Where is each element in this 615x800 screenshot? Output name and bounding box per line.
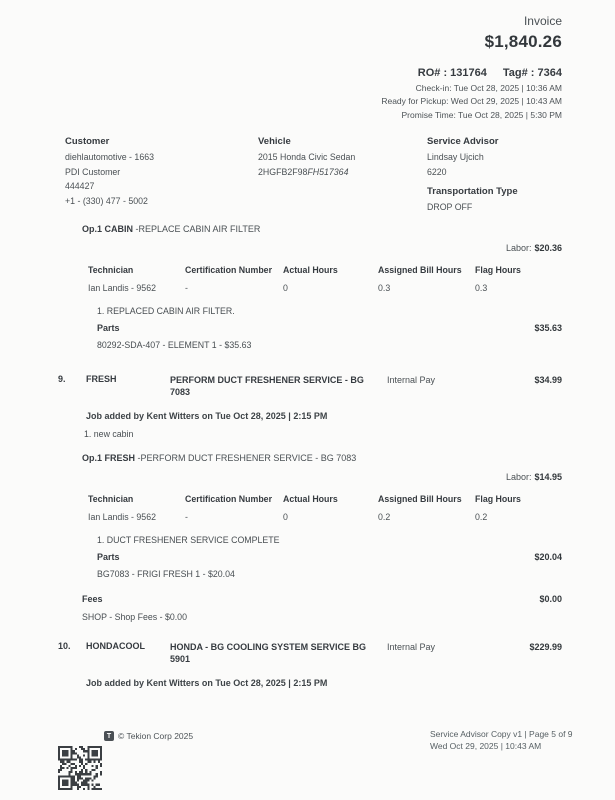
job-code: FRESH xyxy=(86,374,117,384)
op-fresh-labor xyxy=(82,472,562,482)
col-certification-number: Certification Number xyxy=(185,265,273,275)
vin-suffix: FH517364 xyxy=(307,166,349,177)
col-flag-hours: Flag Hours xyxy=(475,265,521,275)
fees-line: SHOP - Shop Fees - $0.00 xyxy=(82,612,187,622)
fees-amount: $0.00 xyxy=(539,594,562,604)
job-pay-type: Internal Pay xyxy=(387,642,436,652)
col-assigned-bill-hours: Assigned Bill Hours xyxy=(378,265,462,275)
actual-hours-cell: 0 xyxy=(283,283,288,293)
checkin-time: Check-in: Tue Oct 28, 2025 | 10:36 AM xyxy=(415,82,562,93)
ro-tag-line xyxy=(381,67,562,79)
job-row-10 xyxy=(58,641,562,688)
ro-number: RO# : 131764 xyxy=(417,67,487,79)
certification-cell: - xyxy=(185,283,188,293)
parts-label: Parts xyxy=(97,552,120,562)
assigned-bill-hours-cell: 0.2 xyxy=(378,512,391,522)
op-fresh-title xyxy=(82,453,562,463)
op-fresh-labor-table xyxy=(88,494,562,522)
footer-page-info xyxy=(430,728,573,752)
qr-code xyxy=(58,746,102,790)
col-certification-number: Certification Number xyxy=(185,494,273,504)
parts-amount: $35.63 xyxy=(534,323,562,333)
fees-header xyxy=(82,594,562,604)
vehicle-vin xyxy=(258,167,427,177)
labor-amount: $20.36 xyxy=(534,243,562,253)
print-timestamp: Wed Oct 29, 2025 | 10:43 AM xyxy=(430,741,542,751)
op-fresh-part-line: BG7083 - FRIGI FRESH 1 - $20.04 xyxy=(97,569,235,579)
op-fresh-story: 1. DUCT FRESHENER SERVICE COMPLETE xyxy=(97,535,280,545)
technician-cell: Ian Landis - 9562 xyxy=(88,512,156,522)
flag-hours-cell: 0.2 xyxy=(475,512,488,522)
vehicle-title: Vehicle xyxy=(258,136,291,147)
job-10-header xyxy=(58,641,562,665)
col-actual-hours: Actual Hours xyxy=(283,494,338,504)
op-cabin-part-line: 80292-SDA-407 - ELEMENT 1 - $35.63 xyxy=(97,340,252,350)
op-cabin-title-code: Op.1 CABIN xyxy=(82,224,134,234)
job-number: 9. xyxy=(58,374,66,384)
advisor-title: Service Advisor xyxy=(427,136,499,147)
op-cabin-story: 1. REPLACED CABIN AIR FILTER. xyxy=(97,306,235,316)
op-cabin-section xyxy=(82,224,562,350)
job-amount: $34.99 xyxy=(534,375,562,385)
job-description: PERFORM DUCT FRESHENER SERVICE - BG 7083 xyxy=(170,375,364,397)
assigned-bill-hours-cell: 0.3 xyxy=(378,283,391,293)
col-actual-hours: Actual Hours xyxy=(283,265,338,275)
invoice-total-amount: $1,840.26 xyxy=(484,32,562,51)
op-cabin-labor xyxy=(82,243,562,253)
footer-copyright xyxy=(104,731,193,741)
customer-block xyxy=(65,136,258,216)
customer-type: PDI Customer xyxy=(65,166,121,177)
fees-label: Fees xyxy=(82,594,103,604)
copy-page-line: Service Advisor Copy v1 | Page 5 of 9 xyxy=(430,729,573,739)
op-cabin-title xyxy=(82,224,562,234)
vehicle-model: 2015 Honda Civic Sedan xyxy=(258,152,356,162)
job-description: HONDA - BG COOLING SYSTEM SERVICE BG 5901 xyxy=(170,642,367,664)
advisor-name: Lindsay Ujcich xyxy=(427,152,484,162)
tekion-logo-icon: T xyxy=(104,731,114,741)
op-fresh-title-code: Op.1 FRESH xyxy=(82,453,136,463)
job-row-9 xyxy=(58,374,562,622)
actual-hours-cell: 0 xyxy=(283,512,288,522)
job-10-added-by: Job added by Kent Witters on Tue Oct 28, 2025 | 2:15 PM xyxy=(86,678,328,688)
parties-section xyxy=(65,136,562,216)
op-fresh-section xyxy=(82,453,562,622)
copyright-text: © Tekion Corp 2025 xyxy=(118,731,194,741)
job-number: 10. xyxy=(58,641,71,651)
transportation-type-value: DROP OFF xyxy=(427,201,473,212)
col-technician: Technician xyxy=(88,265,134,275)
tag-number: Tag# : 7364 xyxy=(502,67,562,79)
ready-for-pickup-time: Ready for Pickup: Wed Oct 29, 2025 | 10:43 AM xyxy=(381,96,562,106)
col-flag-hours: Flag Hours xyxy=(475,494,521,504)
job-code: HONDACOOL xyxy=(86,641,145,651)
technician-cell: Ian Landis - 9562 xyxy=(88,283,156,293)
labor-amount: $14.95 xyxy=(534,472,562,482)
customer-name: diehlautomotive - 1663 xyxy=(65,152,155,162)
invoice-header xyxy=(381,14,562,120)
vin-prefix: 2HGFB2F98 xyxy=(258,166,308,177)
job-pay-type: Internal Pay xyxy=(387,375,436,385)
op-cabin-labor-table xyxy=(88,265,562,293)
op-cabin-title-desc: -REPLACE CABIN AIR FILTER xyxy=(133,224,261,234)
customer-title: Customer xyxy=(65,136,110,147)
op-fresh-title-desc: -PERFORM DUCT FRESHENER SERVICE - BG 7083 xyxy=(135,453,357,463)
op-fresh-parts-header xyxy=(97,552,562,562)
parts-label: Parts xyxy=(97,323,120,333)
col-assigned-bill-hours: Assigned Bill Hours xyxy=(378,494,462,504)
col-technician: Technician xyxy=(88,494,134,504)
transportation-type-title: Transportation Type xyxy=(427,185,518,197)
vehicle-block xyxy=(258,136,427,216)
job-9-header xyxy=(58,374,562,398)
job-9-added-by: Job added by Kent Witters on Tue Oct 28, 2025 | 2:15 PM xyxy=(86,411,328,421)
advisor-number: 6220 xyxy=(427,166,447,177)
flag-hours-cell: 0.3 xyxy=(475,283,488,293)
labor-label: Labor: xyxy=(505,472,532,482)
invoice-title: Invoice xyxy=(523,14,562,28)
op-cabin-parts-header xyxy=(97,323,562,333)
parts-amount: $20.04 xyxy=(534,552,562,562)
promise-time: Promise Time: Tue Oct 28, 2025 | 5:30 PM xyxy=(401,109,562,120)
advisor-block xyxy=(427,136,562,216)
customer-id: 444427 xyxy=(65,181,95,191)
job-9-note: 1. new cabin xyxy=(84,429,134,439)
labor-label: Labor: xyxy=(505,243,532,253)
customer-phone: +1 - (330) 477 - 5002 xyxy=(65,195,148,206)
certification-cell: - xyxy=(185,512,188,522)
job-amount: $229.99 xyxy=(529,642,562,652)
